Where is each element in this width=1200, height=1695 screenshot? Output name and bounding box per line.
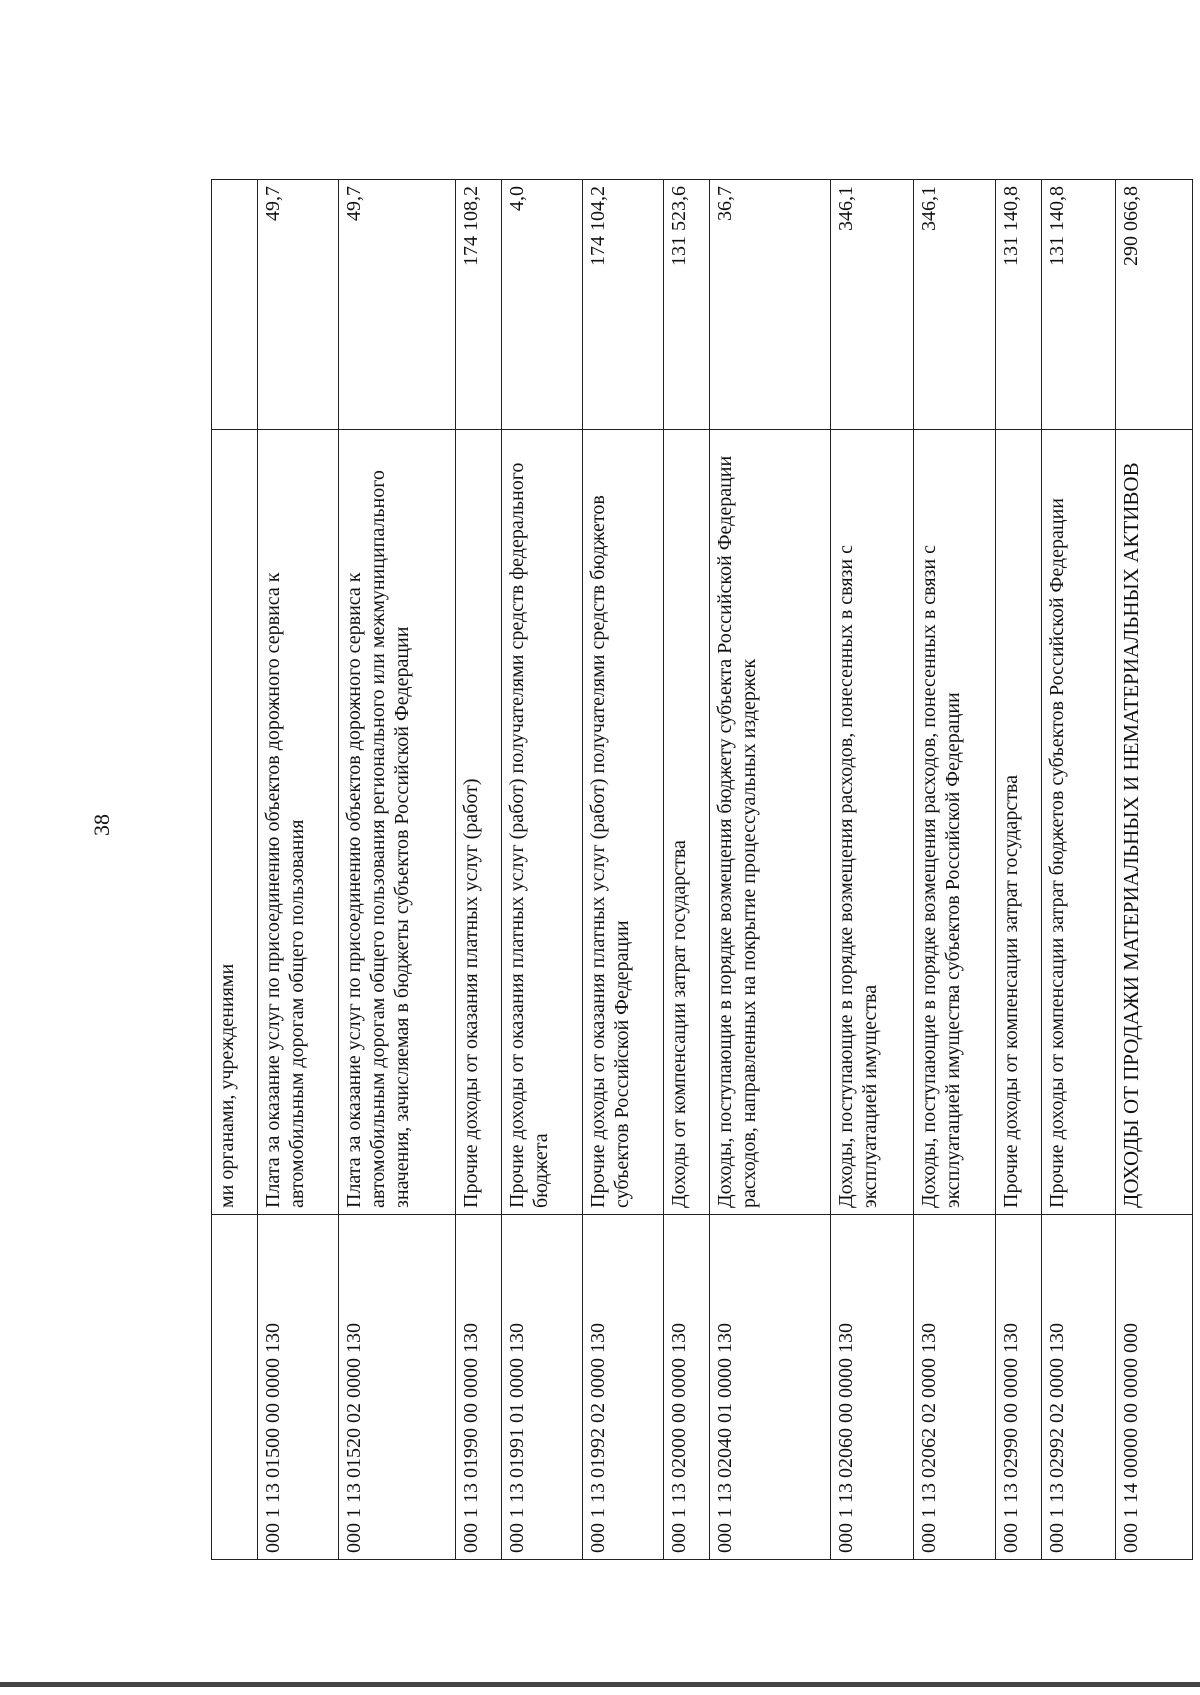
amount-cell: 131 140,8 [1042, 180, 1116, 430]
amount-cell: 49,7 [257, 180, 338, 430]
amount-cell: 131 523,6 [664, 180, 710, 430]
table-row [913, 180, 996, 1560]
revenue-name-cell: Прочие доходы от оказания платных услуг (работ) [455, 430, 501, 1215]
amount-cell: 4,0 [501, 180, 582, 430]
amount-cell: 131 140,8 [996, 180, 1042, 430]
budget-code-cell: 000 1 13 02040 01 0000 130 [709, 1215, 830, 1560]
table-row [709, 180, 830, 1560]
budget-code-cell: 000 1 13 01992 02 0000 130 [582, 1215, 663, 1560]
table-row [212, 180, 258, 1560]
budget-code-cell: 000 1 13 01520 02 0000 130 [339, 1215, 456, 1560]
revenue-name-cell: Прочие доходы от компенсации затрат бюджетов субъектов Российской Федерации [1042, 430, 1116, 1215]
revenue-name-cell: ДОХОДЫ ОТ ПРОДАЖИ МАТЕРИАЛЬНЫХ И НЕМАТЕРИАЛЬНЫХ АКТИВОВ [1116, 430, 1193, 1215]
revenue-name-cell: Прочие доходы от компенсации затрат государства [996, 430, 1042, 1215]
revenue-name-cell: Плата за оказание услуг по присоединению объектов дорожного сервиса к автомобильным дорогам общего пользования [257, 430, 338, 1215]
table-row [582, 180, 663, 1560]
table-row [501, 180, 582, 1560]
amount-cell: 36,7 [709, 180, 830, 430]
scan-edge-line [0, 1682, 1200, 1687]
budget-code-cell: 000 1 13 02062 02 0000 130 [913, 1215, 996, 1560]
table-row [996, 180, 1042, 1560]
revenue-name-cell: ми органами, учреждениями [212, 430, 258, 1215]
budget-code-cell: 000 1 13 02000 00 0000 130 [664, 1215, 710, 1560]
amount-cell [212, 180, 258, 430]
amount-cell: 49,7 [339, 180, 456, 430]
budget-code-cell: 000 1 13 02990 00 0000 130 [996, 1215, 1042, 1560]
table-row [1116, 180, 1193, 1560]
budget-table-rotated [211, 180, 1193, 1560]
revenue-name-cell: Доходы, поступающие в порядке возмещения расходов, понесенных в связи с эксплуатацией имущества субъектов Российской Федерации [913, 430, 996, 1215]
table-row [339, 180, 456, 1560]
amount-cell: 174 104,2 [582, 180, 663, 430]
revenue-name-cell: Доходы, поступающие в порядке возмещения расходов, понесенных в связи с эксплуатацией имущества [830, 430, 913, 1215]
budget-code-cell: 000 1 13 01991 01 0000 130 [501, 1215, 582, 1560]
revenue-name-cell: Прочие доходы от оказания платных услуг (работ) получателями средств бюджетов субъектов Российской Федерации [582, 430, 663, 1215]
page-number: 38 [89, 814, 114, 836]
budget-code-cell: 000 1 13 02060 00 0000 130 [830, 1215, 913, 1560]
revenue-name-cell: Доходы от компенсации затрат государства [664, 430, 710, 1215]
table-row [257, 180, 338, 1560]
revenue-name-cell: Прочие доходы от оказания платных услуг (работ) получателями средств федерального бюджета [501, 430, 582, 1215]
revenue-name-cell: Доходы, поступающие в порядке возмещения бюджету субъекта Российской Федерации расходов, направленных на покрытие процессуальных издержек [709, 430, 830, 1215]
table-row [664, 180, 710, 1560]
amount-cell: 290 066,8 [1116, 180, 1193, 430]
amount-cell: 174 108,2 [455, 180, 501, 430]
budget-code-cell: 000 1 14 00000 00 0000 000 [1116, 1215, 1193, 1560]
budget-code-cell: 000 1 13 02992 02 0000 130 [1042, 1215, 1116, 1560]
amount-cell: 346,1 [830, 180, 913, 430]
revenue-name-cell: Плата за оказание услуг по присоединению объектов дорожного сервиса к автомобильным дорогам общего пользования регионального или межмуниципального значения, зачисляемая в бюджеты субъектов Российской Федерации [339, 430, 456, 1215]
budget-code-cell: 000 1 13 01500 00 0000 130 [257, 1215, 338, 1560]
budget-code-cell [212, 1215, 258, 1560]
table-row [1042, 180, 1116, 1560]
table-row [830, 180, 913, 1560]
budget-code-cell: 000 1 13 01990 00 0000 130 [455, 1215, 501, 1560]
table-row [455, 180, 501, 1560]
budget-revenue-table [211, 179, 1193, 1560]
amount-cell: 346,1 [913, 180, 996, 430]
